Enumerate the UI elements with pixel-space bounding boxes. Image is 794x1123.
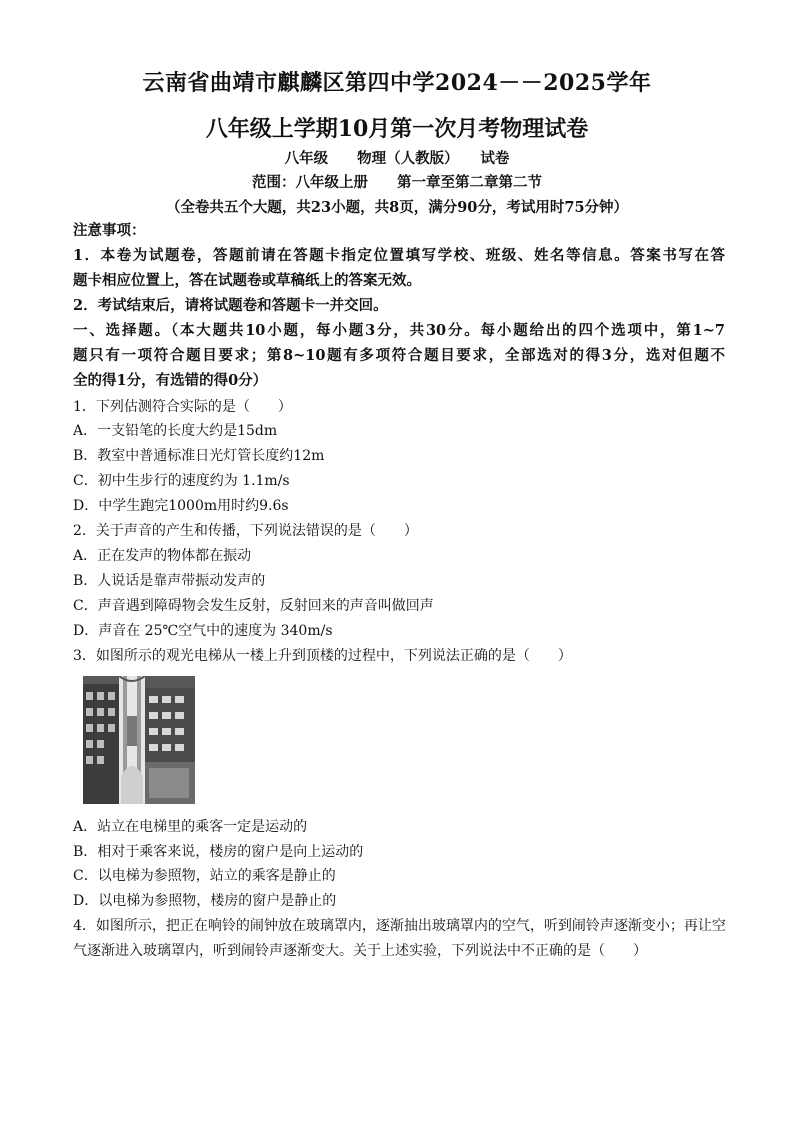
question-1-option-b: B．教室中普通标准日光灯管长度约12m [73, 448, 325, 464]
question-2-option-d: D．声音在 25℃空气中的速度为 340m/s [73, 623, 333, 639]
subtitle-scope: 范围：八年级上册 第一章至第二章第二节 [252, 174, 542, 191]
question-2-option-a: A．正在发声的物体都在振动 [73, 548, 252, 564]
notice-heading: 注意事项： [73, 222, 146, 239]
question-3-option-b: B．相对于乘客来说，楼房的窗户是向上运动的 [73, 844, 364, 860]
notice-item2: 2．考试结束后，请将试题卷和答题卡一并交回。 [73, 297, 388, 314]
question-4-stem-line2: 气逐渐进入玻璃罩内，听到闹铃声逐渐变大。关于上述实验，下列说法中不正确的是（ ） [73, 943, 647, 959]
question-1-option-a: A．一支铅笔的长度大约是15dm [73, 423, 278, 439]
subtitle-grade: 八年级 物理（人教版） 试卷 [284, 150, 510, 167]
question-1-stem: 1．下列估测符合实际的是（ ） [73, 399, 292, 415]
question-3-option-d: D．以电梯为参照物，楼房的窗户是静止的 [73, 893, 337, 909]
question-2-option-c: C．声音遇到障碍物会发生反射，反射回来的声音叫做回声 [73, 598, 434, 614]
question-1-option-d: D．中学生跑完1000m用时约9.6s [73, 498, 289, 514]
question-1-option-c: C．初中生步行的速度约为 1.1m/s [73, 473, 290, 489]
question-2-stem: 2．关于声音的产生和传播，下列说法错误的是（ ） [73, 523, 418, 539]
notice-item1-line2: 题卡相应位置上，答在试题卷或草稿纸上的答案无效。 [73, 272, 421, 289]
question-4-stem-line1: 4．如图所示，把正在响铃的闹钟放在玻璃罩内，逐渐抽出玻璃罩内的空气，听到闹铃声逐渐变小；再让空 [73, 918, 726, 934]
section1-line1: 一、选择题。（本大题共10小题，每小题3分，共30分。每小题给出的四个选项中，第1~7 [73, 322, 725, 339]
question-3-option-c: C．以电梯为参照物，站立的乘客是静止的 [73, 868, 336, 884]
elevator-photo-icon [83, 676, 195, 804]
section1-line2: 题只有一项符合题目要求；第8~10题有多项符合题目要求，全部选对的得3分，选对但题不 [73, 347, 725, 364]
exam-title-line2: 八年级上学期10月第一次月考物理试卷 [205, 116, 589, 142]
notice-item1-line1: 1．本卷为试题卷，答题前请在答题卡指定位置填写学校、班级、姓名等信息。答案书写在答 [73, 247, 725, 264]
subtitle-info: （全卷共五个大题，共23小题，共8页，满分90分，考试用时75分钟） [165, 199, 629, 216]
question-2-option-b: B．人说话是靠声带振动发声的 [73, 573, 266, 589]
exam-title-line1: 云南省曲靖市麒麟区第四中学2024－－2025学年 [142, 70, 652, 96]
section1-line3: 全的得1分，有选错的得0分） [73, 372, 268, 389]
question-3-stem: 3．如图所示的观光电梯从一楼上升到顶楼的过程中，下列说法正确的是（ ） [73, 648, 572, 664]
question-3-option-a: A．站立在电梯里的乘客一定是运动的 [73, 819, 308, 835]
